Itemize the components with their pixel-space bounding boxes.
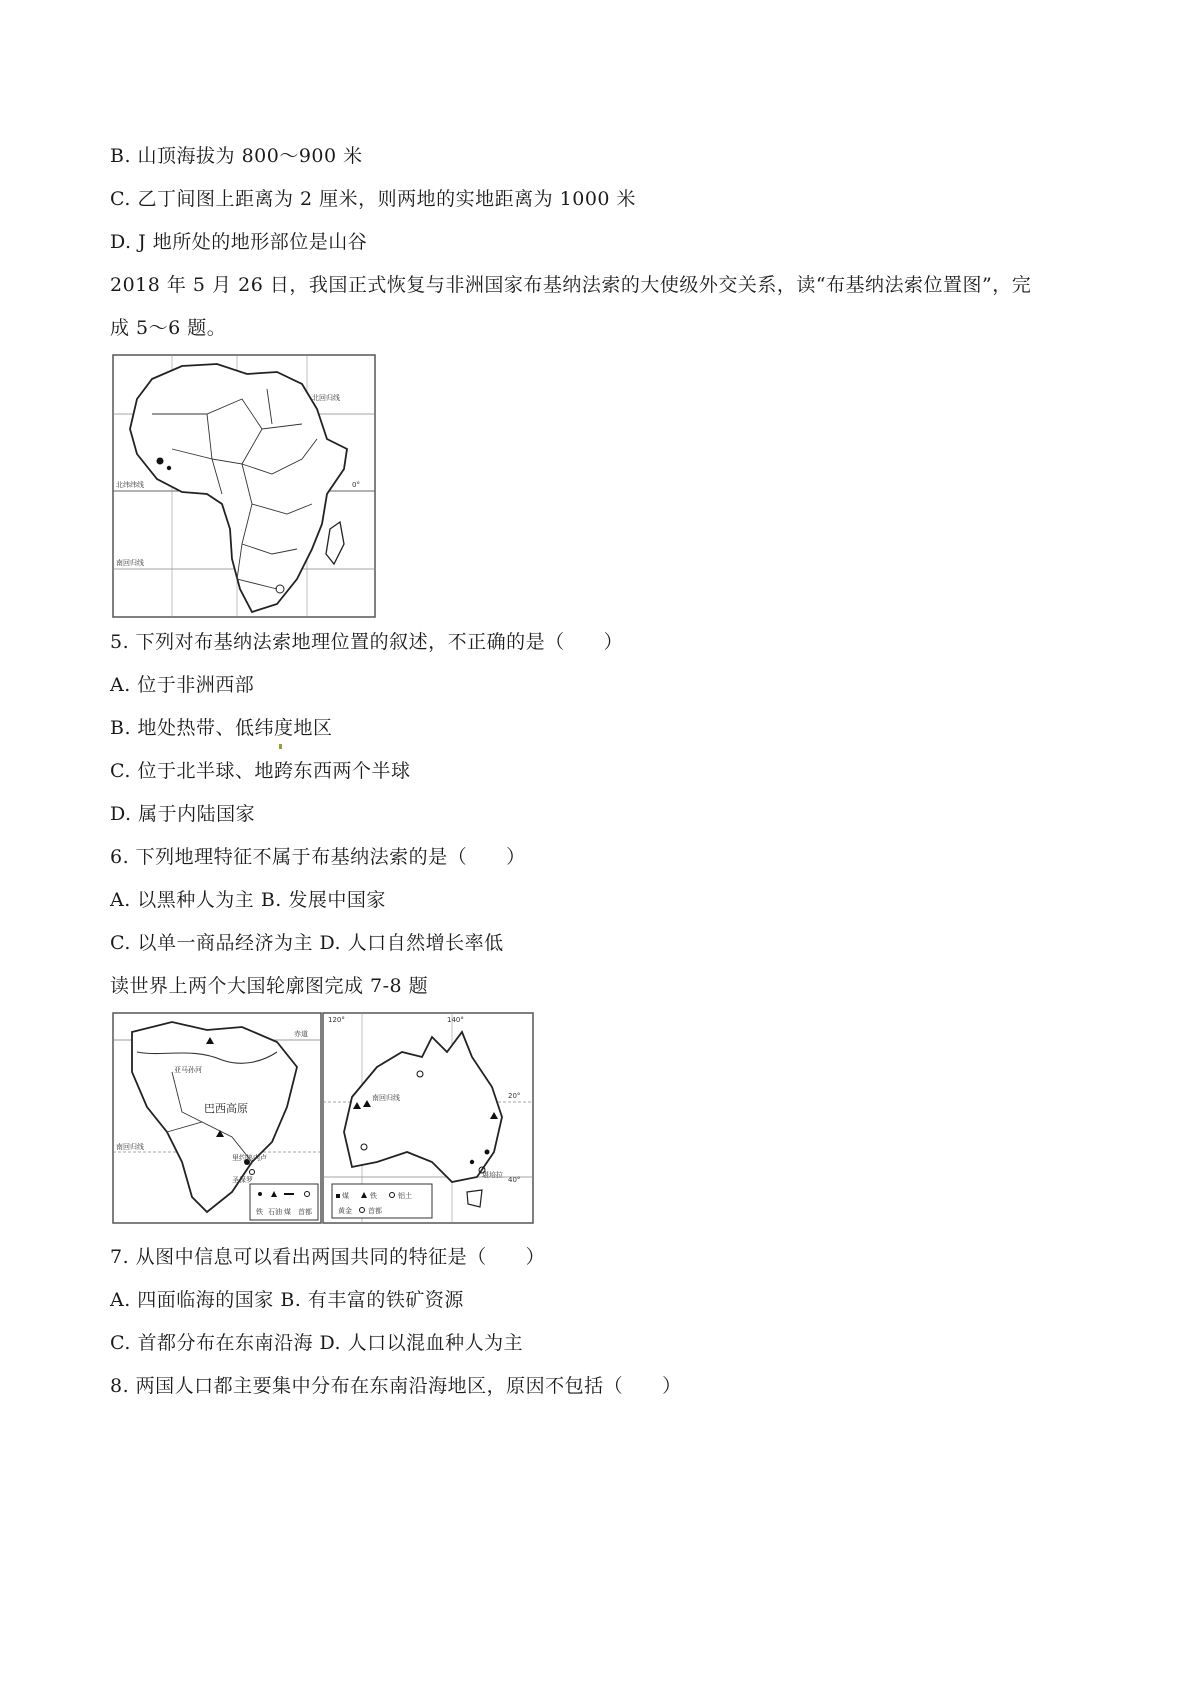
option-6ab: A. 以黑种人为主 B. 发展中国家: [110, 889, 386, 911]
option-4b: B. 山顶海拔为 800～900 米: [110, 145, 363, 167]
option-4c: C. 乙丁间图上距离为 2 厘米，则两地的实地距离为 1000 米: [110, 188, 637, 210]
burkina-faso-location-map: [112, 354, 377, 619]
intro-7-8: 读世界上两个大国轮廓图完成 7-8 题: [110, 975, 429, 997]
australia-label-20: 20°: [508, 1092, 521, 1100]
option-7cd: C. 首都分布在东南沿海 D. 人口以混血种人为主: [110, 1332, 524, 1354]
brazil-label-equator: 赤道: [294, 1030, 308, 1038]
australia-label-120: 120°: [328, 1016, 345, 1024]
brazil-label-city: 里约热内卢: [232, 1154, 267, 1162]
question-5: 5. 下列对布基纳法索地理位置的叙述，不正确的是（ ）: [110, 631, 624, 653]
brazil-legend-capital: 首都: [298, 1208, 312, 1216]
brazil-outline-map: [112, 1012, 322, 1224]
option-6cd: C. 以单一商品经济为主 D. 人口自然增长率低: [110, 932, 504, 954]
australia-legend-iron: 铁: [370, 1192, 377, 1200]
australia-legend-capital: 首都: [368, 1207, 382, 1215]
australia-legend-gold: 黄金: [338, 1207, 352, 1215]
question-7: 7. 从图中信息可以看出两国共同的特征是（ ）: [110, 1246, 546, 1268]
intro-5-6-line2: 成 5～6 题。: [110, 317, 227, 339]
australia-outline-map: [322, 1012, 534, 1224]
question-6: 6. 下列地理特征不属于布基纳法索的是（ ）: [110, 846, 526, 868]
africa-label-tropic-cancer: 北回归线: [312, 394, 340, 402]
australia-legend-coal: 煤: [342, 1192, 349, 1200]
intro-5-6-line1: 2018 年 5 月 26 日，我国正式恢复与非洲国家布基纳法索的大使级外交关系，读“布基纳法索位置图”，完: [110, 274, 1032, 296]
option-5b: B. 地处热带、低纬度地区: [110, 717, 333, 739]
stray-mark: [279, 744, 282, 749]
option-7ab: A. 四面临海的国家 B. 有丰富的铁矿资源: [110, 1289, 464, 1311]
option-4d: D. J 地所处的地形部位是山谷: [110, 231, 368, 253]
brazil-label-capital: 圣保罗: [232, 1176, 253, 1184]
australia-label-40: 40°: [508, 1176, 521, 1184]
brazil-label-amazon: 亚马孙河: [174, 1066, 202, 1074]
australia-legend-bauxite: 铝土: [398, 1192, 412, 1200]
africa-label-tropic-capricorn: 南回归线: [116, 559, 144, 567]
australia-label-tropic: 南回归线: [372, 1094, 400, 1102]
australia-label-city: 堪培拉: [482, 1171, 503, 1179]
brazil-legend-coal: 煤: [284, 1208, 291, 1216]
question-8: 8. 两国人口都主要集中分布在东南沿海地区，原因不包括（ ）: [110, 1375, 682, 1397]
brazil-label-plateau: 巴西高原: [204, 1102, 248, 1115]
brazil-legend-iron: 铁: [256, 1208, 263, 1216]
option-5d: D. 属于内陆国家: [110, 803, 256, 825]
brazil-legend-oil: 石油: [268, 1208, 282, 1216]
australia-label-140: 140°: [447, 1016, 464, 1024]
option-5a: A. 位于非洲西部: [110, 674, 255, 696]
brazil-label-tropic: 南回归线: [116, 1143, 144, 1151]
africa-label-zero: 0°: [352, 481, 360, 489]
option-5c: C. 位于北半球、地跨东西两个半球: [110, 760, 411, 782]
africa-label-north-latitude: 北纬纬线: [116, 481, 144, 489]
